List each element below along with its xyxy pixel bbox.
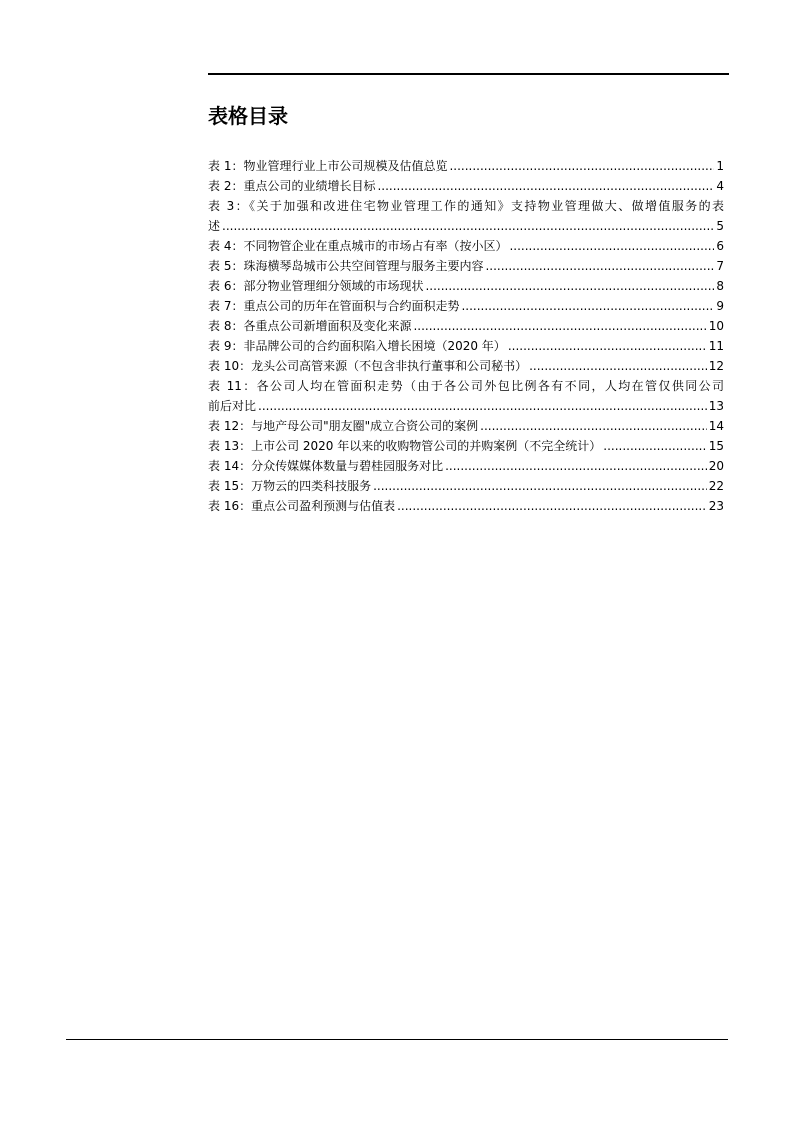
toc-entry-9[interactable] bbox=[208, 336, 724, 356]
toc-entry-page: 13 bbox=[708, 399, 724, 413]
toc-entry-page: 5 bbox=[716, 219, 724, 233]
toc-entry-15[interactable] bbox=[208, 476, 724, 496]
toc-entry-16[interactable] bbox=[208, 496, 724, 516]
toc-entry-7[interactable] bbox=[208, 296, 724, 316]
toc-entry-page: 1 bbox=[716, 159, 724, 173]
toc-entry-label: 表 5：珠海横琴岛城市公共空间管理与服务主要内容 bbox=[208, 259, 484, 273]
toc-entry-11[interactable] bbox=[208, 376, 724, 416]
toc-entry-label: 表 1：物业管理行业上市公司规模及估值总览 bbox=[208, 159, 448, 173]
toc-entry-label-line1: 表 3：《关于加强和改进住宅物业管理工作的通知》支持物业管理做大、做增值服务的表 bbox=[208, 199, 724, 213]
toc-entry-5[interactable] bbox=[208, 256, 724, 276]
footer-rule bbox=[66, 1039, 728, 1040]
toc-entry-label: 表 2：重点公司的业绩增长目标 bbox=[208, 179, 376, 193]
toc-entry-label-line2: 述 bbox=[208, 219, 221, 233]
page-title: 表格目录 bbox=[208, 104, 288, 128]
toc-entry-label: 表 15：万物云的四类科技服务 bbox=[208, 479, 372, 493]
toc-entry-label: 表 8：各重点公司新增面积及变化来源 bbox=[208, 319, 412, 333]
toc-entry-label: 表 9：非品牌公司的合约面积陷入增长困境（2020 年） bbox=[208, 339, 506, 353]
toc-entry-page: 12 bbox=[708, 359, 724, 373]
dot-leader bbox=[480, 416, 707, 436]
toc-entry-page: 23 bbox=[708, 499, 724, 513]
toc-entry-label-line2: 前后对比 bbox=[208, 399, 257, 413]
toc-entry-page: 8 bbox=[716, 279, 724, 293]
dot-leader bbox=[603, 436, 706, 456]
dot-leader bbox=[425, 276, 714, 296]
toc-entry-label: 表 7：重点公司的历年在管面积与合约面积走势 bbox=[208, 299, 460, 313]
dot-leader bbox=[485, 256, 714, 276]
toc-entry-page: 10 bbox=[708, 319, 724, 333]
toc-entry-8[interactable] bbox=[208, 316, 724, 336]
table-of-tables bbox=[208, 156, 724, 516]
toc-entry-13[interactable] bbox=[208, 436, 724, 456]
toc-entry-14[interactable] bbox=[208, 456, 724, 476]
toc-entry-label: 表 12：与地产母公司"朋友圈"成立合资公司的案例 bbox=[208, 419, 479, 433]
toc-entry-page: 11 bbox=[708, 339, 724, 353]
toc-entry-3[interactable] bbox=[208, 196, 724, 236]
toc-entry-label: 表 13：上市公司 2020 年以来的收购物管公司的并购案例（不完全统计） bbox=[208, 439, 602, 453]
toc-entry-label: 表 16：重点公司盈利预测与估值表 bbox=[208, 499, 396, 513]
dot-leader bbox=[529, 356, 707, 376]
toc-entry-page: 20 bbox=[708, 459, 724, 473]
dot-leader bbox=[258, 396, 707, 416]
toc-entry-page: 22 bbox=[708, 479, 724, 493]
toc-entry-6[interactable] bbox=[208, 276, 724, 296]
toc-entry-label: 表 4：不同物管企业在重点城市的市场占有率（按小区） bbox=[208, 239, 508, 253]
toc-entry-1[interactable] bbox=[208, 156, 724, 176]
dot-leader bbox=[377, 176, 714, 196]
dot-leader bbox=[508, 336, 707, 356]
dot-leader bbox=[445, 456, 707, 476]
dot-leader bbox=[222, 216, 714, 236]
toc-entry-10[interactable] bbox=[208, 356, 724, 376]
toc-entry-label: 表 6：部分物业管理细分领域的市场现状 bbox=[208, 279, 424, 293]
toc-entry-page: 4 bbox=[716, 179, 724, 193]
toc-entry-12[interactable] bbox=[208, 416, 724, 436]
toc-entry-page: 6 bbox=[716, 239, 724, 253]
toc-entry-4[interactable] bbox=[208, 236, 724, 256]
header-rule bbox=[208, 73, 729, 75]
dot-leader bbox=[413, 316, 706, 336]
toc-entry-label: 表 14：分众传媒媒体数量与碧桂园服务对比 bbox=[208, 459, 444, 473]
toc-entry-label-line1: 表 11：各公司人均在管面积走势（由于各公司外包比例各有不同，人均在管仅供同公司 bbox=[208, 379, 724, 393]
dot-leader bbox=[449, 156, 714, 176]
dot-leader bbox=[373, 476, 707, 496]
dot-leader bbox=[397, 496, 707, 516]
toc-entry-page: 14 bbox=[708, 419, 724, 433]
toc-entry-page: 9 bbox=[716, 299, 724, 313]
toc-entry-2[interactable] bbox=[208, 176, 724, 196]
toc-entry-page: 7 bbox=[716, 259, 724, 273]
dot-leader bbox=[509, 236, 714, 256]
toc-entry-page: 15 bbox=[708, 439, 724, 453]
dot-leader bbox=[461, 296, 714, 316]
toc-entry-label: 表 10：龙头公司高管来源（不包含非执行董事和公司秘书） bbox=[208, 359, 528, 373]
